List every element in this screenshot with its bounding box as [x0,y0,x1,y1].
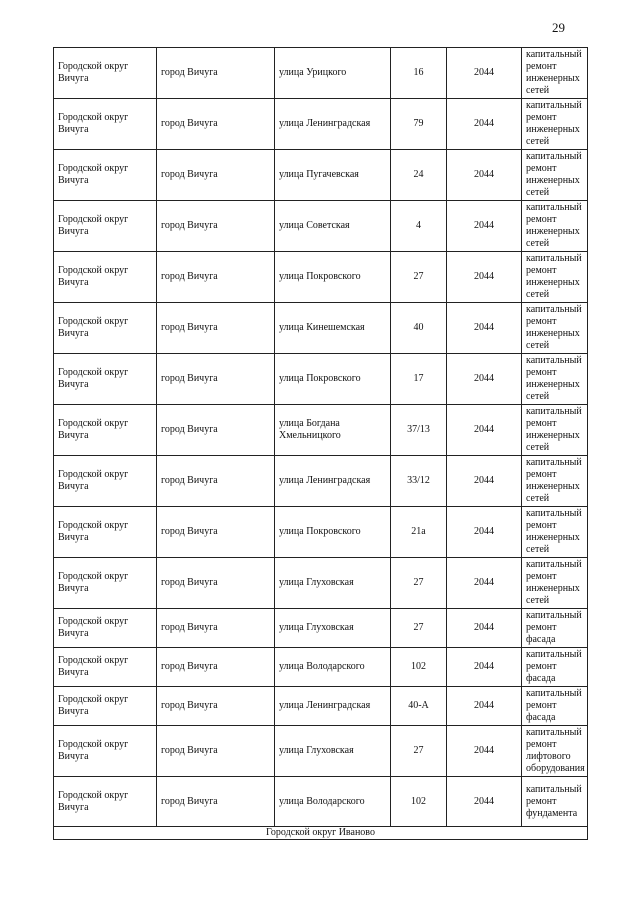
work-type-cell: капитальный ремонт фасада [522,687,588,726]
district-cell: Городской округ Вичуга [54,558,157,609]
year-cell: 2044 [447,687,522,726]
street-cell: улица Урицкого [275,48,391,99]
year-cell: 2044 [447,201,522,252]
house-cell: 27 [391,252,447,303]
year-cell: 2044 [447,558,522,609]
table-row [54,456,588,507]
house-cell: 27 [391,558,447,609]
year-cell: 2044 [447,609,522,648]
year-cell: 2044 [447,726,522,777]
street-cell: улица Володарского [275,648,391,687]
town-cell: город Вичуга [157,303,275,354]
year-cell: 2044 [447,507,522,558]
section-header-row [54,827,588,840]
street-cell: улица Глуховская [275,609,391,648]
town-cell: город Вичуга [157,201,275,252]
street-cell: улица Ленинградская [275,687,391,726]
street-cell: улица Ленинградская [275,99,391,150]
district-cell: Городской округ Вичуга [54,726,157,777]
district-cell: Городской округ Вичуга [54,609,157,648]
work-type-cell: капитальный ремонт фасада [522,609,588,648]
work-type-cell: капитальный ремонт инженерных сетей [522,507,588,558]
street-cell: улица Покровского [275,354,391,405]
work-type-cell: капитальный ремонт инженерных сетей [522,405,588,456]
work-type-cell: капитальный ремонт инженерных сетей [522,201,588,252]
year-cell: 2044 [447,777,522,827]
table-row [54,405,588,456]
table-row [54,777,588,827]
house-cell: 4 [391,201,447,252]
page-number: 29 [552,20,565,35]
district-cell: Городской округ Вичуга [54,150,157,201]
table-row [54,201,588,252]
district-cell: Городской округ Вичуга [54,456,157,507]
town-cell: город Вичуга [157,252,275,303]
town-cell: город Вичуга [157,99,275,150]
work-type-cell: капитальный ремонт инженерных сетей [522,48,588,99]
district-cell: Городской округ Вичуга [54,687,157,726]
work-type-cell: капитальный ремонт инженерных сетей [522,354,588,405]
street-cell: улица Глуховская [275,558,391,609]
table-row [54,609,588,648]
district-cell: Городской округ Вичуга [54,99,157,150]
house-cell: 27 [391,726,447,777]
street-cell: улица Богдана Хмельницкого [275,405,391,456]
house-cell: 27 [391,609,447,648]
work-type-cell: капитальный ремонт инженерных сетей [522,558,588,609]
year-cell: 2044 [447,252,522,303]
town-cell: город Вичуга [157,726,275,777]
table-row [54,558,588,609]
town-cell: город Вичуга [157,354,275,405]
town-cell: город Вичуга [157,609,275,648]
district-cell: Городской округ Вичуга [54,777,157,827]
work-type-cell: капитальный ремонт инженерных сетей [522,303,588,354]
town-cell: город Вичуга [157,558,275,609]
house-cell: 21а [391,507,447,558]
table-row [54,48,588,99]
town-cell: город Вичуга [157,150,275,201]
house-cell: 17 [391,354,447,405]
town-cell: город Вичуга [157,456,275,507]
house-cell: 40-А [391,687,447,726]
house-cell: 16 [391,48,447,99]
year-cell: 2044 [447,99,522,150]
house-cell: 33/12 [391,456,447,507]
house-cell: 79 [391,99,447,150]
street-cell: улица Пугачевская [275,150,391,201]
work-type-cell: капитальный ремонт инженерных сетей [522,252,588,303]
street-cell: улица Кинешемская [275,303,391,354]
town-cell: город Вичуга [157,48,275,99]
year-cell: 2044 [447,354,522,405]
year-cell: 2044 [447,648,522,687]
street-cell: улица Володарского [275,777,391,827]
house-cell: 24 [391,150,447,201]
table-row [54,648,588,687]
table-row [54,150,588,201]
table-row [54,507,588,558]
house-cell: 102 [391,777,447,827]
district-cell: Городской округ Вичуга [54,252,157,303]
district-cell: Городской округ Вичуга [54,303,157,354]
work-type-cell: капитальный ремонт инженерных сетей [522,456,588,507]
table-row [54,354,588,405]
table-row [54,303,588,354]
table-row [54,99,588,150]
year-cell: 2044 [447,303,522,354]
street-cell: улица Советская [275,201,391,252]
district-cell: Городской округ Вичуга [54,405,157,456]
house-cell: 40 [391,303,447,354]
street-cell: улица Покровского [275,507,391,558]
year-cell: 2044 [447,150,522,201]
work-type-cell: капитальный ремонт инженерных сетей [522,99,588,150]
town-cell: город Вичуга [157,507,275,558]
town-cell: город Вичуга [157,777,275,827]
house-cell: 102 [391,648,447,687]
year-cell: 2044 [447,456,522,507]
street-cell: улица Глуховская [275,726,391,777]
district-cell: Городской округ Вичуга [54,648,157,687]
work-type-cell: капитальный ремонт фасада [522,648,588,687]
district-cell: Городской округ Вичуга [54,354,157,405]
work-type-cell: капитальный ремонт лифтового оборудования [522,726,588,777]
table-row [54,726,588,777]
town-cell: город Вичуга [157,648,275,687]
repair-schedule-table [53,47,588,840]
section-title: Городской округ Иваново [54,827,588,840]
street-cell: улица Ленинградская [275,456,391,507]
district-cell: Городской округ Вичуга [54,507,157,558]
year-cell: 2044 [447,405,522,456]
district-cell: Городской округ Вичуга [54,48,157,99]
table-row [54,687,588,726]
house-cell: 37/13 [391,405,447,456]
year-cell: 2044 [447,48,522,99]
work-type-cell: капитальный ремонт фундамента [522,777,588,827]
town-cell: город Вичуга [157,687,275,726]
work-type-cell: капитальный ремонт инженерных сетей [522,150,588,201]
table-row [54,252,588,303]
town-cell: город Вичуга [157,405,275,456]
district-cell: Городской округ Вичуга [54,201,157,252]
street-cell: улица Покровского [275,252,391,303]
